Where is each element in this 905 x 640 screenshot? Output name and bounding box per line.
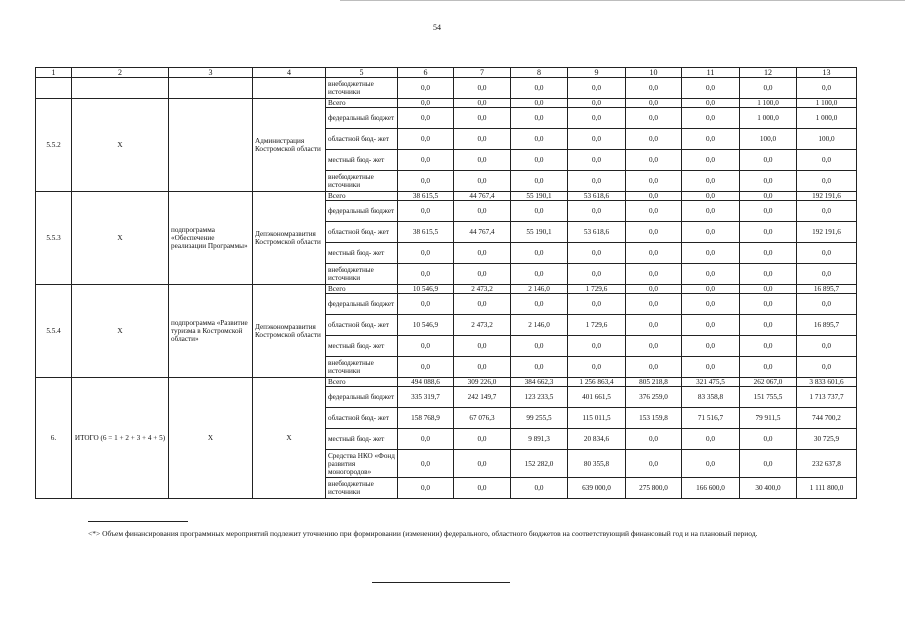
- value-cell: 0,0: [454, 171, 511, 192]
- footnote-rule: [88, 521, 188, 522]
- value-cell: 0,0: [740, 315, 797, 336]
- executor-cell: Администрация Костромской области: [253, 99, 326, 192]
- value-cell: 79 911,5: [740, 408, 797, 429]
- funding-source-cell: областной бюд- жет: [326, 129, 398, 150]
- funding-source-cell: внебюджетные источники: [326, 478, 398, 499]
- funding-source-cell: областной бюд- жет: [326, 408, 398, 429]
- financing-table: [35, 67, 857, 499]
- value-cell: 0,0: [568, 78, 626, 99]
- value-cell: 0,0: [797, 243, 857, 264]
- funding-source-cell: федеральный бюджет: [326, 201, 398, 222]
- value-cell: 53 618,6: [568, 192, 626, 201]
- value-cell: 232 637,8: [797, 450, 857, 478]
- value-cell: 0,0: [398, 243, 454, 264]
- program-cell: подпрограмма «Развитие туризма в Костромской области»: [169, 285, 253, 378]
- value-cell: 0,0: [626, 222, 682, 243]
- value-cell: 16 895,7: [797, 315, 857, 336]
- value-cell: 0,0: [682, 285, 740, 294]
- value-cell: 38 615,5: [398, 222, 454, 243]
- value-cell: 0,0: [568, 201, 626, 222]
- item-number-cell: 5.5.3: [36, 192, 72, 285]
- funding-source-cell: федеральный бюджет: [326, 108, 398, 129]
- value-cell: 0,0: [740, 201, 797, 222]
- funding-source-cell: федеральный бюджет: [326, 294, 398, 315]
- value-cell: 0,0: [626, 192, 682, 201]
- value-cell: 0,0: [797, 78, 857, 99]
- footnote: <*> Объем финансирования программных мероприятий подлежит уточнению при формировании (изменении) федерального, областного бюджетов на соответствующий финансовый год и на плановый период.: [88, 529, 758, 538]
- value-cell: 0,0: [568, 294, 626, 315]
- value-cell: 0,0: [626, 129, 682, 150]
- funding-source-cell: внебюджетные источники: [326, 78, 398, 99]
- value-cell: 192 191,6: [797, 192, 857, 201]
- value-cell: 309 226,0: [454, 378, 511, 387]
- funding-source-cell: Всего: [326, 99, 398, 108]
- value-cell: 0,0: [454, 201, 511, 222]
- page-number: 54: [433, 23, 441, 32]
- value-cell: 0,0: [398, 336, 454, 357]
- value-cell: 38 615,5: [398, 192, 454, 201]
- value-cell: 0,0: [740, 222, 797, 243]
- value-cell: 0,0: [511, 201, 568, 222]
- value-cell: 152 282,0: [511, 450, 568, 478]
- value-cell: 0,0: [740, 192, 797, 201]
- value-cell: 0,0: [511, 99, 568, 108]
- value-cell: 99 255,5: [511, 408, 568, 429]
- funding-source-cell: местный бюд- жет: [326, 429, 398, 450]
- value-cell: 0,0: [454, 99, 511, 108]
- value-cell: 0,0: [398, 294, 454, 315]
- value-cell: 2 473,2: [454, 285, 511, 294]
- value-cell: 0,0: [626, 294, 682, 315]
- value-cell: 0,0: [454, 478, 511, 499]
- value-cell: 0,0: [740, 429, 797, 450]
- value-cell: 0,0: [568, 171, 626, 192]
- value-cell: 0,0: [682, 129, 740, 150]
- item-number-cell: 5.5.4: [36, 285, 72, 378]
- value-cell: 0,0: [398, 171, 454, 192]
- value-cell: 0,0: [682, 357, 740, 378]
- table-row: [36, 378, 857, 387]
- value-cell: 0,0: [454, 108, 511, 129]
- bottom-rule: [372, 582, 510, 583]
- empty-cell: [72, 78, 169, 99]
- value-cell: 0,0: [454, 150, 511, 171]
- executor-cell: Депэкономразвития Костромской области: [253, 192, 326, 285]
- value-cell: 0,0: [454, 78, 511, 99]
- value-cell: 0,0: [398, 150, 454, 171]
- funding-source-cell: Всего: [326, 192, 398, 201]
- value-cell: 0,0: [740, 78, 797, 99]
- value-cell: 0,0: [626, 336, 682, 357]
- value-cell: 1 729,6: [568, 315, 626, 336]
- table-row: [36, 99, 857, 108]
- item-name-cell: X: [72, 285, 169, 378]
- table-body: [36, 68, 857, 499]
- column-number-row: [36, 68, 857, 78]
- value-cell: 16 895,7: [797, 285, 857, 294]
- value-cell: 0,0: [682, 108, 740, 129]
- value-cell: 0,0: [797, 201, 857, 222]
- value-cell: 0,0: [454, 450, 511, 478]
- value-cell: 0,0: [682, 171, 740, 192]
- value-cell: 0,0: [511, 171, 568, 192]
- value-cell: 0,0: [682, 264, 740, 285]
- value-cell: 71 516,7: [682, 408, 740, 429]
- value-cell: 0,0: [626, 99, 682, 108]
- value-cell: 0,0: [398, 429, 454, 450]
- value-cell: 384 662,3: [511, 378, 568, 387]
- value-cell: 0,0: [454, 129, 511, 150]
- funding-source-cell: областной бюд- жет: [326, 315, 398, 336]
- value-cell: 55 190,1: [511, 192, 568, 201]
- empty-cell: [36, 78, 72, 99]
- value-cell: 83 358,8: [682, 387, 740, 408]
- value-cell: 123 233,5: [511, 387, 568, 408]
- column-number: 1: [36, 68, 72, 78]
- item-number-cell: 5.5.2: [36, 99, 72, 192]
- value-cell: 0,0: [740, 336, 797, 357]
- value-cell: 0,0: [682, 201, 740, 222]
- value-cell: 0,0: [797, 357, 857, 378]
- column-number: 11: [682, 68, 740, 78]
- funding-source-cell: внебюджетные источники: [326, 264, 398, 285]
- value-cell: 2 146,0: [511, 285, 568, 294]
- value-cell: 744 700,2: [797, 408, 857, 429]
- value-cell: 0,0: [682, 336, 740, 357]
- value-cell: 1 100,0: [740, 99, 797, 108]
- value-cell: 158 768,9: [398, 408, 454, 429]
- value-cell: 0,0: [454, 264, 511, 285]
- column-number: 10: [626, 68, 682, 78]
- top-rule: [340, 0, 905, 1]
- empty-cell: [253, 78, 326, 99]
- value-cell: 0,0: [626, 264, 682, 285]
- value-cell: 0,0: [511, 336, 568, 357]
- value-cell: 321 475,5: [682, 378, 740, 387]
- value-cell: 0,0: [682, 315, 740, 336]
- value-cell: 53 618,6: [568, 222, 626, 243]
- value-cell: 0,0: [398, 450, 454, 478]
- value-cell: 0,0: [682, 429, 740, 450]
- value-cell: 0,0: [511, 150, 568, 171]
- value-cell: 0,0: [511, 294, 568, 315]
- value-cell: 0,0: [398, 201, 454, 222]
- column-number: 9: [568, 68, 626, 78]
- value-cell: 0,0: [398, 129, 454, 150]
- value-cell: 0,0: [740, 450, 797, 478]
- column-number: 6: [398, 68, 454, 78]
- value-cell: 0,0: [398, 99, 454, 108]
- value-cell: 0,0: [682, 450, 740, 478]
- program-cell: [169, 99, 253, 192]
- value-cell: 0,0: [511, 78, 568, 99]
- program-cell: X: [169, 378, 253, 499]
- value-cell: 115 011,5: [568, 408, 626, 429]
- value-cell: 100,0: [797, 129, 857, 150]
- value-cell: 376 259,0: [626, 387, 682, 408]
- value-cell: 0,0: [682, 222, 740, 243]
- funding-source-cell: Средства НКО «Фонд развития моногородов»: [326, 450, 398, 478]
- value-cell: 0,0: [740, 150, 797, 171]
- value-cell: 10 546,9: [398, 285, 454, 294]
- value-cell: 0,0: [568, 264, 626, 285]
- column-number: 12: [740, 68, 797, 78]
- funding-source-cell: федеральный бюджет: [326, 387, 398, 408]
- value-cell: 0,0: [454, 243, 511, 264]
- empty-cell: [169, 78, 253, 99]
- funding-source-cell: Всего: [326, 378, 398, 387]
- column-number: 8: [511, 68, 568, 78]
- value-cell: 0,0: [568, 99, 626, 108]
- value-cell: 100,0: [740, 129, 797, 150]
- value-cell: 0,0: [454, 336, 511, 357]
- value-cell: 335 319,7: [398, 387, 454, 408]
- value-cell: 0,0: [626, 201, 682, 222]
- value-cell: 494 088,6: [398, 378, 454, 387]
- value-cell: 30 400,0: [740, 478, 797, 499]
- value-cell: 0,0: [626, 315, 682, 336]
- value-cell: 192 191,6: [797, 222, 857, 243]
- value-cell: 2 146,0: [511, 315, 568, 336]
- funding-source-cell: внебюджетные источники: [326, 357, 398, 378]
- value-cell: 0,0: [626, 285, 682, 294]
- value-cell: 0,0: [511, 129, 568, 150]
- column-number: 4: [253, 68, 326, 78]
- value-cell: 1 111 800,0: [797, 478, 857, 499]
- value-cell: 80 355,8: [568, 450, 626, 478]
- value-cell: 0,0: [682, 99, 740, 108]
- value-cell: 1 100,0: [797, 99, 857, 108]
- item-name-cell: X: [72, 192, 169, 285]
- value-cell: 0,0: [797, 294, 857, 315]
- value-cell: 0,0: [568, 129, 626, 150]
- value-cell: 0,0: [454, 429, 511, 450]
- executor-cell: X: [253, 378, 326, 499]
- value-cell: 0,0: [682, 150, 740, 171]
- item-name-cell: X: [72, 99, 169, 192]
- value-cell: 3 833 601,6: [797, 378, 857, 387]
- executor-cell: Депэкономразвития Костромской области: [253, 285, 326, 378]
- value-cell: 0,0: [568, 357, 626, 378]
- value-cell: 275 800,0: [626, 478, 682, 499]
- value-cell: 0,0: [511, 243, 568, 264]
- funding-source-cell: Всего: [326, 285, 398, 294]
- value-cell: 153 159,8: [626, 408, 682, 429]
- value-cell: 10 546,9: [398, 315, 454, 336]
- program-cell: подпрограмма «Обеспечение реализации Программы»: [169, 192, 253, 285]
- value-cell: 0,0: [511, 264, 568, 285]
- value-cell: 0,0: [797, 264, 857, 285]
- value-cell: 0,0: [511, 478, 568, 499]
- column-number: 13: [797, 68, 857, 78]
- value-cell: 0,0: [797, 150, 857, 171]
- item-name-cell: ИТОГО (6 = 1 + 2 + 3 + 4 + 5): [72, 378, 169, 499]
- value-cell: 0,0: [454, 357, 511, 378]
- value-cell: 30 725,9: [797, 429, 857, 450]
- value-cell: 0,0: [626, 243, 682, 264]
- value-cell: 0,0: [398, 478, 454, 499]
- value-cell: 20 834,6: [568, 429, 626, 450]
- value-cell: 0,0: [511, 108, 568, 129]
- item-number-cell: 6.: [36, 378, 72, 499]
- value-cell: 0,0: [682, 243, 740, 264]
- column-number: 5: [326, 68, 398, 78]
- value-cell: 0,0: [740, 171, 797, 192]
- value-cell: 0,0: [797, 171, 857, 192]
- value-cell: 0,0: [682, 294, 740, 315]
- value-cell: 0,0: [398, 108, 454, 129]
- value-cell: 0,0: [626, 150, 682, 171]
- value-cell: 0,0: [740, 285, 797, 294]
- value-cell: 0,0: [740, 264, 797, 285]
- value-cell: 0,0: [626, 450, 682, 478]
- table-row: [36, 285, 857, 294]
- value-cell: 0,0: [398, 264, 454, 285]
- value-cell: 0,0: [511, 357, 568, 378]
- value-cell: 0,0: [626, 429, 682, 450]
- value-cell: 0,0: [682, 192, 740, 201]
- value-cell: 55 190,1: [511, 222, 568, 243]
- value-cell: 0,0: [626, 78, 682, 99]
- value-cell: 0,0: [682, 78, 740, 99]
- value-cell: 0,0: [626, 108, 682, 129]
- column-number: 3: [169, 68, 253, 78]
- funding-source-cell: внебюджетные источники: [326, 171, 398, 192]
- funding-source-cell: областной бюд- жет: [326, 222, 398, 243]
- value-cell: 9 891,3: [511, 429, 568, 450]
- value-cell: 0,0: [626, 171, 682, 192]
- value-cell: 0,0: [740, 294, 797, 315]
- value-cell: 0,0: [454, 294, 511, 315]
- funding-source-cell: местный бюд- жет: [326, 243, 398, 264]
- value-cell: 262 067,0: [740, 378, 797, 387]
- table-row: [36, 78, 857, 99]
- value-cell: 166 600,0: [682, 478, 740, 499]
- value-cell: 0,0: [568, 243, 626, 264]
- column-number: 7: [454, 68, 511, 78]
- funding-source-cell: местный бюд- жет: [326, 150, 398, 171]
- value-cell: 1 713 737,7: [797, 387, 857, 408]
- value-cell: 0,0: [568, 108, 626, 129]
- value-cell: 401 661,5: [568, 387, 626, 408]
- column-number: 2: [72, 68, 169, 78]
- value-cell: 0,0: [568, 150, 626, 171]
- value-cell: 0,0: [568, 336, 626, 357]
- value-cell: 0,0: [626, 357, 682, 378]
- value-cell: 1 000,0: [740, 108, 797, 129]
- value-cell: 1 729,6: [568, 285, 626, 294]
- value-cell: 44 767,4: [454, 222, 511, 243]
- value-cell: 0,0: [398, 78, 454, 99]
- table-row: [36, 192, 857, 201]
- value-cell: 0,0: [740, 357, 797, 378]
- value-cell: 639 000,0: [568, 478, 626, 499]
- value-cell: 2 473,2: [454, 315, 511, 336]
- value-cell: 151 755,5: [740, 387, 797, 408]
- value-cell: 1 256 863,4: [568, 378, 626, 387]
- value-cell: 1 000,0: [797, 108, 857, 129]
- value-cell: 67 076,3: [454, 408, 511, 429]
- funding-source-cell: местный бюд- жет: [326, 336, 398, 357]
- value-cell: 242 149,7: [454, 387, 511, 408]
- value-cell: 805 218,8: [626, 378, 682, 387]
- value-cell: 44 767,4: [454, 192, 511, 201]
- value-cell: 0,0: [797, 336, 857, 357]
- value-cell: 0,0: [398, 357, 454, 378]
- value-cell: 0,0: [740, 243, 797, 264]
